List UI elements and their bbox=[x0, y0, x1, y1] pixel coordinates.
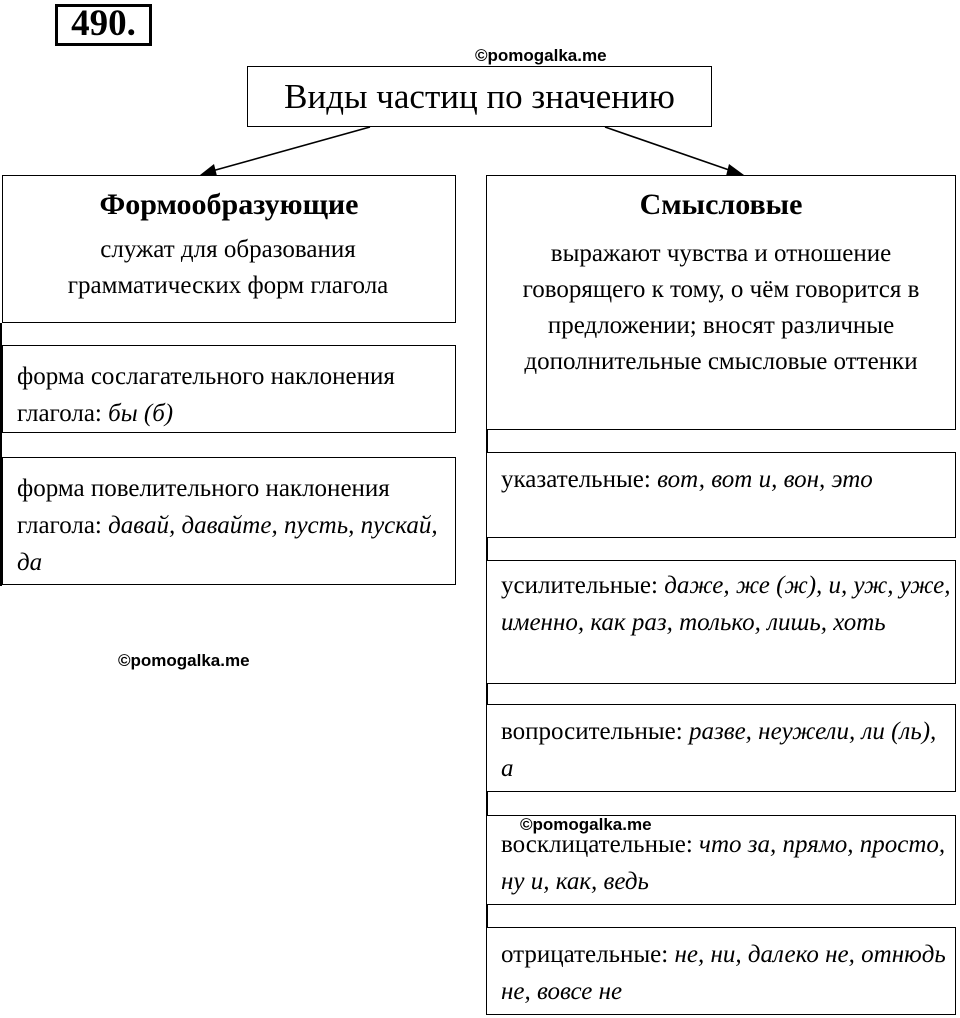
formative-header-box bbox=[2, 175, 456, 323]
item-label: указательные: bbox=[501, 466, 658, 493]
item-examples: разве, неужели, ли (ль), а bbox=[501, 718, 937, 782]
formative-heading: Формообразующие bbox=[99, 188, 359, 221]
item-examples: бы (б) bbox=[108, 400, 174, 427]
item-examples: не, ни, далеко не, отнюдь не, вовсе не bbox=[501, 941, 946, 1005]
watermark: ©pomogalka.me bbox=[118, 651, 250, 670]
semantic-heading: Смысловые bbox=[639, 188, 803, 221]
watermark: ©pomogalka.me bbox=[475, 46, 607, 65]
item-label: вопросительные: bbox=[501, 718, 689, 745]
semantic-item bbox=[486, 704, 956, 792]
semantic-item bbox=[486, 927, 956, 1015]
item-label: форма сослагательного наклонения глагола: bbox=[17, 363, 395, 427]
semantic-item bbox=[486, 560, 956, 684]
item-examples: что за, прямо, просто, ну и, как, ведь bbox=[501, 831, 946, 895]
semantic-item bbox=[486, 452, 956, 538]
diagram-title: Виды частиц по значению bbox=[247, 66, 712, 127]
item-label: восклицательные: bbox=[501, 831, 700, 858]
formative-description: служат для образования грамматических форм глагола bbox=[67, 236, 389, 299]
item-examples: давай, давайте, пусть, пускай, да bbox=[17, 512, 438, 576]
semantic-header-box bbox=[486, 175, 956, 430]
formative-item bbox=[2, 345, 456, 433]
item-label: форма повелительного наклонения глагола: bbox=[17, 475, 390, 539]
arrow-right bbox=[605, 127, 732, 171]
item-label: отрицательные: bbox=[501, 941, 675, 968]
arrow-left bbox=[212, 127, 370, 171]
formative-item bbox=[2, 457, 456, 585]
watermark: ©pomogalka.me bbox=[520, 815, 652, 834]
item-label: усилительные: bbox=[501, 572, 665, 599]
item-examples: вот, вот и, вон, это bbox=[657, 466, 873, 493]
exercise-number: 490. bbox=[55, 4, 152, 46]
semantic-description: выражают чувства и отношение говорящего к тому, о чём говорится в предложении; вносят различные дополнительные смысловые оттенки bbox=[522, 240, 920, 375]
item-examples: даже, же (ж), и, уж, уже, именно, как раз, только, лишь, хоть bbox=[501, 572, 951, 636]
